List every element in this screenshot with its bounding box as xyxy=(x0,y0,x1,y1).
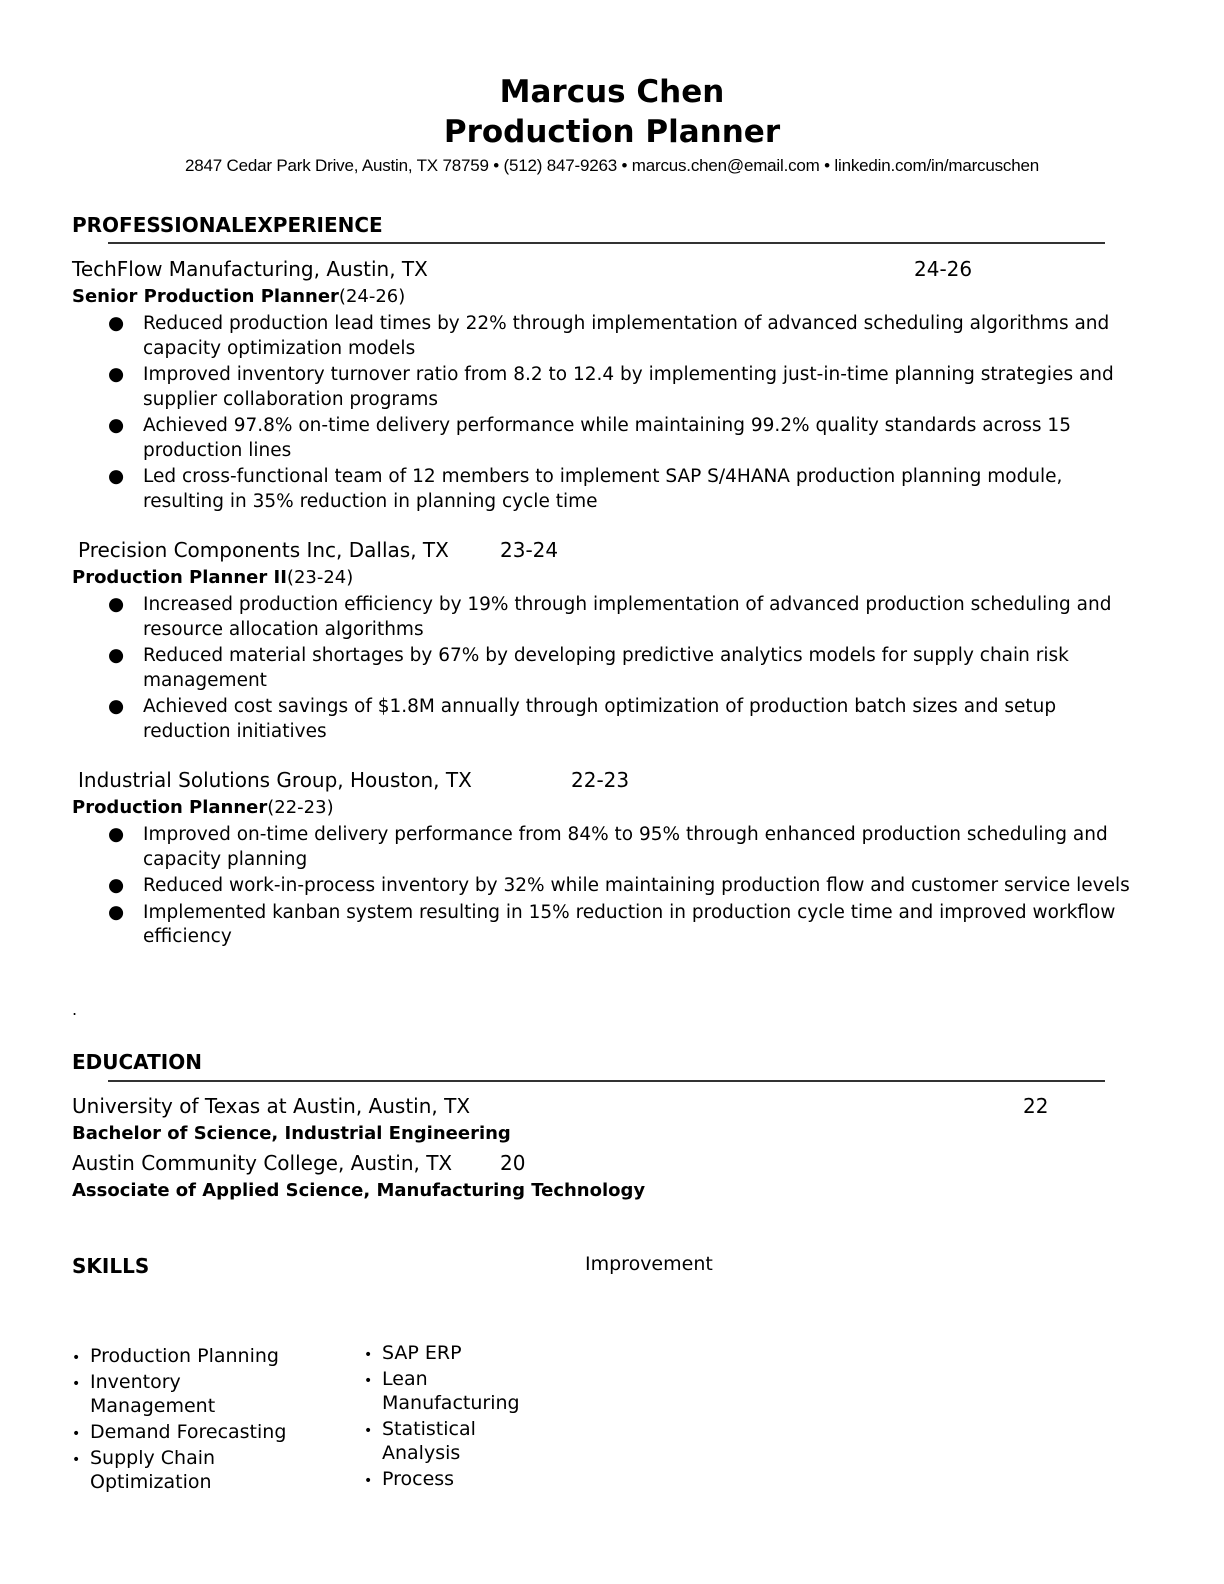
education-year: 20 xyxy=(500,1151,526,1175)
education-school: Austin Community College, Austin, TX xyxy=(72,1151,453,1175)
skills-heading: SKILLS xyxy=(72,1254,150,1278)
education-year: 22 xyxy=(1023,1094,1049,1118)
bullet-icon: • xyxy=(364,1347,373,1363)
job-dates: 23-24 xyxy=(500,538,559,562)
list-item: ● Reduced material shortages by 67% by developing predictive analytics models for supply chain risk management xyxy=(108,645,1069,691)
job-role-dates: (24-26) xyxy=(338,286,406,307)
job-dates: 22-23 xyxy=(571,768,630,792)
list-item: ● Improved on-time delivery performance from 84% to 95% through enhanced production scheduling and capacity planning xyxy=(108,824,1108,870)
bullet-icon: • xyxy=(72,1350,81,1366)
list-item: ● Reduced work-in-process inventory by 32% while maintaining production flow and customer service levels xyxy=(108,874,1148,899)
bullet-icon: ● xyxy=(108,645,125,666)
skill-item: • Inventory Management xyxy=(72,1371,216,1417)
skill-item: • Process xyxy=(364,1467,534,1491)
bullet-icon: • xyxy=(72,1426,81,1442)
contact-line: 2847 Cedar Park Drive, Austin, TX 78759 • (512) 847-9263 • marcus.chen@email.com • linkedin.com/in/marcuschen xyxy=(185,156,1039,175)
bullet-icon: ● xyxy=(108,696,125,717)
bullet-icon: • xyxy=(72,1452,81,1468)
skills-column-1 xyxy=(72,1344,302,1496)
job-role-line xyxy=(72,797,334,818)
education-heading: EDUCATION xyxy=(72,1050,202,1074)
list-item: ● Achieved 97.8% on-time delivery performance while maintaining 99.2% quality standards across 15 production lines xyxy=(108,415,1071,461)
bullet-icon: ● xyxy=(108,594,125,615)
skill-item: • Lean Manufacturing xyxy=(364,1368,520,1414)
job-role-dates: (22-23) xyxy=(267,797,334,818)
bullet-icon: ● xyxy=(108,415,125,436)
list-item: ● Achieved cost savings of $1.8M annually through optimization of production batch sizes and setup reduction initiatives xyxy=(108,696,1057,742)
job-role: Production Planner xyxy=(72,797,268,818)
job-role: Production Planner II xyxy=(72,567,287,588)
education-degree: Associate of Applied Science, Manufacturing Technology xyxy=(72,1180,646,1201)
bullet-icon: ● xyxy=(108,313,125,334)
skills-overflow-text: Improvement xyxy=(585,1253,713,1275)
bullet-icon: • xyxy=(72,1376,81,1392)
job-role-dates: (23-24) xyxy=(286,567,354,588)
skill-item: • Statistical Analysis xyxy=(364,1418,476,1464)
candidate-title: Production Planner xyxy=(443,114,781,150)
job-bullets xyxy=(108,593,1148,746)
skill-item: • Demand Forecasting xyxy=(72,1420,302,1444)
education-degree: Bachelor of Science, Industrial Engineering xyxy=(72,1123,511,1144)
job-dates: 24-26 xyxy=(914,257,973,281)
stray-period: . xyxy=(72,1000,78,1019)
bullet-icon: ● xyxy=(108,364,125,385)
bullet-icon: • xyxy=(364,1373,373,1389)
experience-divider xyxy=(108,242,1105,244)
job-company: Industrial Solutions Group, Houston, TX xyxy=(78,768,472,792)
bullet-icon: ● xyxy=(108,901,125,923)
bullet-icon: • xyxy=(364,1473,373,1489)
skill-item: • SAP ERP xyxy=(364,1341,534,1365)
list-item: ● Improved inventory turnover ratio from 8.2 to 12.4 by implementing just-in-time planning strategies and supplier collaboration programs xyxy=(108,364,1114,410)
skill-item: • Production Planning xyxy=(72,1344,302,1368)
experience-heading: PROFESSIONALEXPERIENCE xyxy=(72,213,383,237)
candidate-name: Marcus Chen xyxy=(499,74,725,110)
skills-column-2 xyxy=(364,1341,534,1493)
bullet-icon: ● xyxy=(108,466,125,487)
skill-item: • Supply Chain Optimization xyxy=(72,1447,216,1493)
job-bullets xyxy=(108,312,1148,516)
job-role-line xyxy=(72,567,353,588)
education-divider xyxy=(108,1080,1105,1082)
education-school: University of Texas at Austin, Austin, TX xyxy=(72,1094,471,1118)
job-role: Senior Production Planner xyxy=(72,286,339,307)
job-role-line xyxy=(72,286,405,307)
job-bullets xyxy=(108,823,1148,952)
job-company: TechFlow Manufacturing, Austin, TX xyxy=(72,257,428,281)
list-item: ● Led cross-functional team of 12 members to implement SAP S/4HANA production planning module, resulting in 35% reduction in planning cycle time xyxy=(108,466,1063,512)
list-item: ● Implemented kanban system resulting in 15% reduction in production cycle time and improved workflow efficiency xyxy=(108,901,1116,947)
bullet-icon: • xyxy=(364,1423,373,1439)
bullet-icon: ● xyxy=(108,875,125,896)
list-item: ● Reduced production lead times by 22% through implementation of advanced scheduling algorithms and capacity optimization models xyxy=(108,313,1110,359)
list-item: ● Increased production efficiency by 19% through implementation of advanced production scheduling and resource allocation algorithms xyxy=(108,594,1112,640)
bullet-icon: ● xyxy=(108,824,125,845)
job-company: Precision Components Inc, Dallas, TX xyxy=(78,538,449,562)
